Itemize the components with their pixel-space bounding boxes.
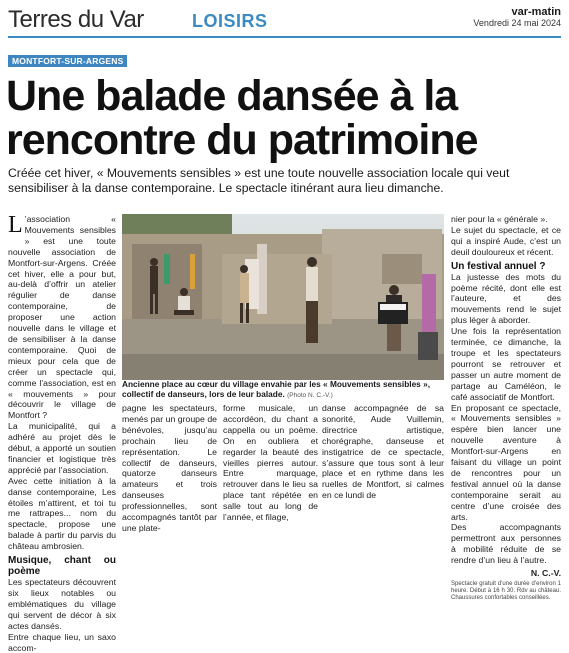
paragraph: Des accompagnants permettront aux personnes à mobilité réduite de se rendre d’un lieu à l’autre.: [451, 522, 561, 566]
caption-text: Ancienne place au cœur du village envahie par les « Mouvements sensibles », collectif de danseurs, lors de leur balade.: [122, 379, 431, 399]
article-column-4: danse accompagnée de sa sonorité, Aude Vuillemin, directrice artistique, chorégraphe, danseuse et instigatrice de ce spectacle, s’assure que tous sont à leur place et en rythme dans les ruelles de Montfort, si calmes en ce lundi de: [322, 403, 444, 501]
dropcap: L: [8, 212, 23, 238]
article-column-2: pagne les spectateurs, menés par un groupe de bénévoles, jusqu’au prochain lieu de représentation. Le collectif de danseurs, quatorze danseurs amateurs et trois danseuses professionnelles, sont accompagnés tantôt par une plate-: [122, 403, 217, 533]
photo-credit: (Photo N. C.-V.): [287, 391, 333, 399]
publication-info: [473, 6, 561, 29]
paragraph-text: ’association « Mouvements sensibles » est une toute nouvelle association de Montfort-sur-Argens. Créée cet hiver, elle a pour but, au-delà d’offrir un atelier régulier de danse contemporaine, de proposer une action nouvelle dans le village et de sensibiliser à la danse contemporaine. Quoi de mieux pour cela que de créer un spectacle qui, comme l’association, est en « mouvements » pour découvrir le village de Montfort ?: [8, 214, 116, 421]
paragraph: Les spectateurs découvrent six lieux notables ou emblématiques du village qui servent de décor à six actes dansés.: [8, 577, 116, 631]
section-title: Terres du Var: [8, 6, 144, 33]
subheading: Musique, chant ou poème: [8, 555, 116, 578]
article-column-1: [8, 212, 116, 653]
section-subtitle: LOISIRS: [192, 11, 268, 31]
subheading: Un festival annuel ?: [451, 260, 546, 272]
paragraph: Avec cette initiation à la danse contemporaine, Les étoiles m’attirent, et toi tu me rattrapes... nom du spectacle, propose une balade à partir du parvis du château ambrosien.: [8, 475, 116, 552]
dancers-photo-illustration: [122, 214, 444, 380]
publication-name: var-matin: [511, 6, 561, 18]
paragraph: [8, 214, 116, 421]
article-column-5: [451, 214, 561, 601]
standfirst: Créée cet hiver, « Mouvements sensibles » est une toute nouvelle association locale qui veut sensibiliser à la danse contemporaine. Le spectacle itinérant aura lieu dimanche.: [8, 166, 510, 195]
page-header: [8, 4, 561, 34]
paragraph: nier pour la « générale ».: [451, 214, 548, 224]
paragraph: En proposant ce spectacle, « Mouvements sensibles » espère bien lancer une nouvelle aventure à Montfort-sur-Argens en faisant du village un point de rencontres pour un festival annuel où la danse contemporaine serait au centre d’une croisée des arts.: [451, 402, 561, 522]
paragraph: Entre chaque lieu, un saxo accom-: [8, 631, 116, 653]
paragraph: Le sujet du spectacle, et ce qui a inspiré Aude, c’est un deuil douloureux et récent.: [451, 224, 561, 257]
photo-caption: [122, 380, 444, 400]
headline: Une balade dansée à la rencontre du patrimoine: [6, 72, 478, 164]
article-photo: [122, 214, 444, 380]
location-tag: MONTFORT-SUR-ARGENS: [8, 55, 127, 67]
header-rule: [8, 36, 561, 38]
paragraph: La justesse des mots du poème récité, dont elle est l’auteure, et des mouvements rend le sujet plus léger à aborder.: [451, 271, 561, 326]
article-column-3: forme musicale, un accordéon, du chant a cappella ou un poème. On en oubliera et regarder la beauté des vieilles pierres autour. Entre marquage, retrouver dans le lieu sa place tant répétée en salle tout au long de l’année, et filage,: [223, 403, 318, 523]
publication-date: Vendredi 24 mai 2024: [473, 18, 561, 28]
paragraph: La municipalité, qui a adhéré au projet dès le début, a apporté un soutien financier et logistique très apprécié par l’association.: [8, 421, 116, 475]
byline: N. C.-V.: [530, 568, 561, 579]
paragraph: Une fois la représentation terminée, ce dimanche, la troupe et les spectateurs pourront se retrouver et passer un autre moment de partage au Caméléon, le café associatif de Montfort.: [451, 326, 561, 402]
event-footnote: Spectacle gratuit d’une durée d’environ 1 heure. Début à 16 h 30. Rdv au château. Chaussures confortables conseillées.: [451, 581, 561, 601]
